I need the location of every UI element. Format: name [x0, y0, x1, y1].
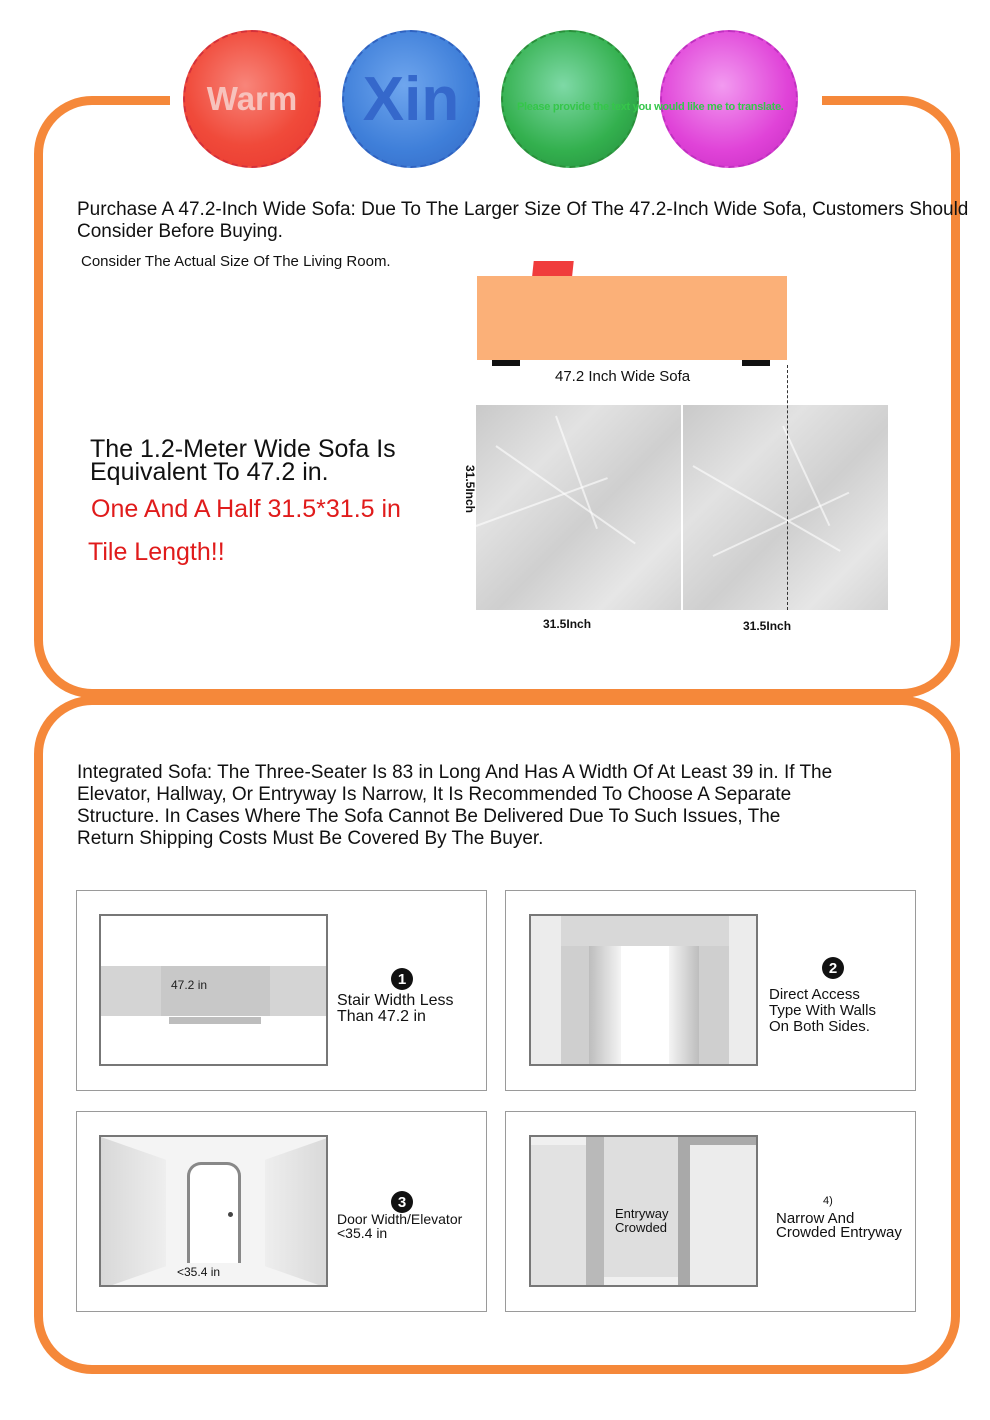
sofa-leg-right — [742, 360, 770, 366]
brand-ball-xin — [342, 30, 480, 168]
card-corridor — [505, 890, 916, 1091]
door-width-label: <35.4 in — [177, 1265, 221, 1279]
equivalence-text: The 1.2-Meter Wide Sofa Is Equivalent To 47.2 in. — [90, 435, 396, 486]
brand-ball-magenta — [660, 30, 798, 168]
card-label-3: Door Width/Elevator <35.4 in — [337, 1211, 463, 1241]
corridor-image — [529, 914, 758, 1066]
section1-heading: Purchase A 47.2-Inch Wide Sofa: Due To The Larger Size Of The 47.2-Inch Wide Sofa, Customers Should Consider Before Buying. — [77, 199, 969, 242]
sofa-leg-left — [492, 360, 520, 366]
tile-height-label: 31.5Inch — [463, 464, 477, 514]
entryway-image — [529, 1135, 758, 1287]
sofa-label: 47.2 Inch Wide Sofa — [555, 368, 691, 385]
card-door — [76, 1111, 487, 1312]
door-frame — [187, 1162, 241, 1263]
ball-text: Xin — [362, 64, 460, 134]
card-number-3: 3 — [391, 1191, 413, 1213]
sofa-body — [477, 276, 787, 360]
stair-width-label: 47.2 in — [171, 978, 208, 992]
brand-ball-warm — [183, 30, 321, 168]
tile-width-label-2: 31.5Inch — [743, 619, 792, 633]
tile-width-label-1: 31.5Inch — [543, 617, 592, 631]
card-entryway — [505, 1111, 916, 1312]
card-label-2: Direct Access Type With Walls On Both Sides. — [769, 986, 876, 1035]
stair-image — [99, 914, 328, 1066]
tile-left — [476, 405, 681, 610]
section1-subheading: Consider The Actual Size Of The Living Room. — [81, 253, 391, 270]
highlight-line-1: One And A Half 31.5*31.5 in — [91, 495, 401, 523]
ball-overflow-text: Please provide the text you would like me to translate. — [517, 101, 784, 113]
brand-ball-green — [501, 30, 639, 168]
entryway-image-label: Entryway Crowded — [615, 1206, 669, 1235]
ball-text: Warm — [206, 80, 298, 117]
card-label-1: Stair Width Less Than 47.2 in — [337, 992, 454, 1025]
tile-right — [683, 405, 888, 610]
card-label-4: Narrow And Crowded Entryway — [776, 1210, 902, 1241]
section2-heading: Integrated Sofa: The Three-Seater Is 83 in Long And Has A Width Of At Least 39 in. If The Elevator, Hallway, Or Entryway Is Narrow, It Is Recommended To Choose A Separate Structure. In Cases Where The Sofa Cannot Be Delivered Due To Such Issues, The Return Shipping Costs Must Be Covered By The Buyer. — [77, 762, 833, 849]
door-image — [99, 1135, 328, 1287]
card-number-4: 4) — [823, 1195, 833, 1207]
highlight-line-2: Tile Length!! — [88, 538, 225, 566]
card-number-2: 2 — [822, 957, 844, 979]
card-number-1: 1 — [391, 968, 413, 990]
sofa-edge-dashed-line — [787, 365, 788, 610]
sofa-illustration — [477, 261, 787, 367]
card-stair — [76, 890, 487, 1091]
